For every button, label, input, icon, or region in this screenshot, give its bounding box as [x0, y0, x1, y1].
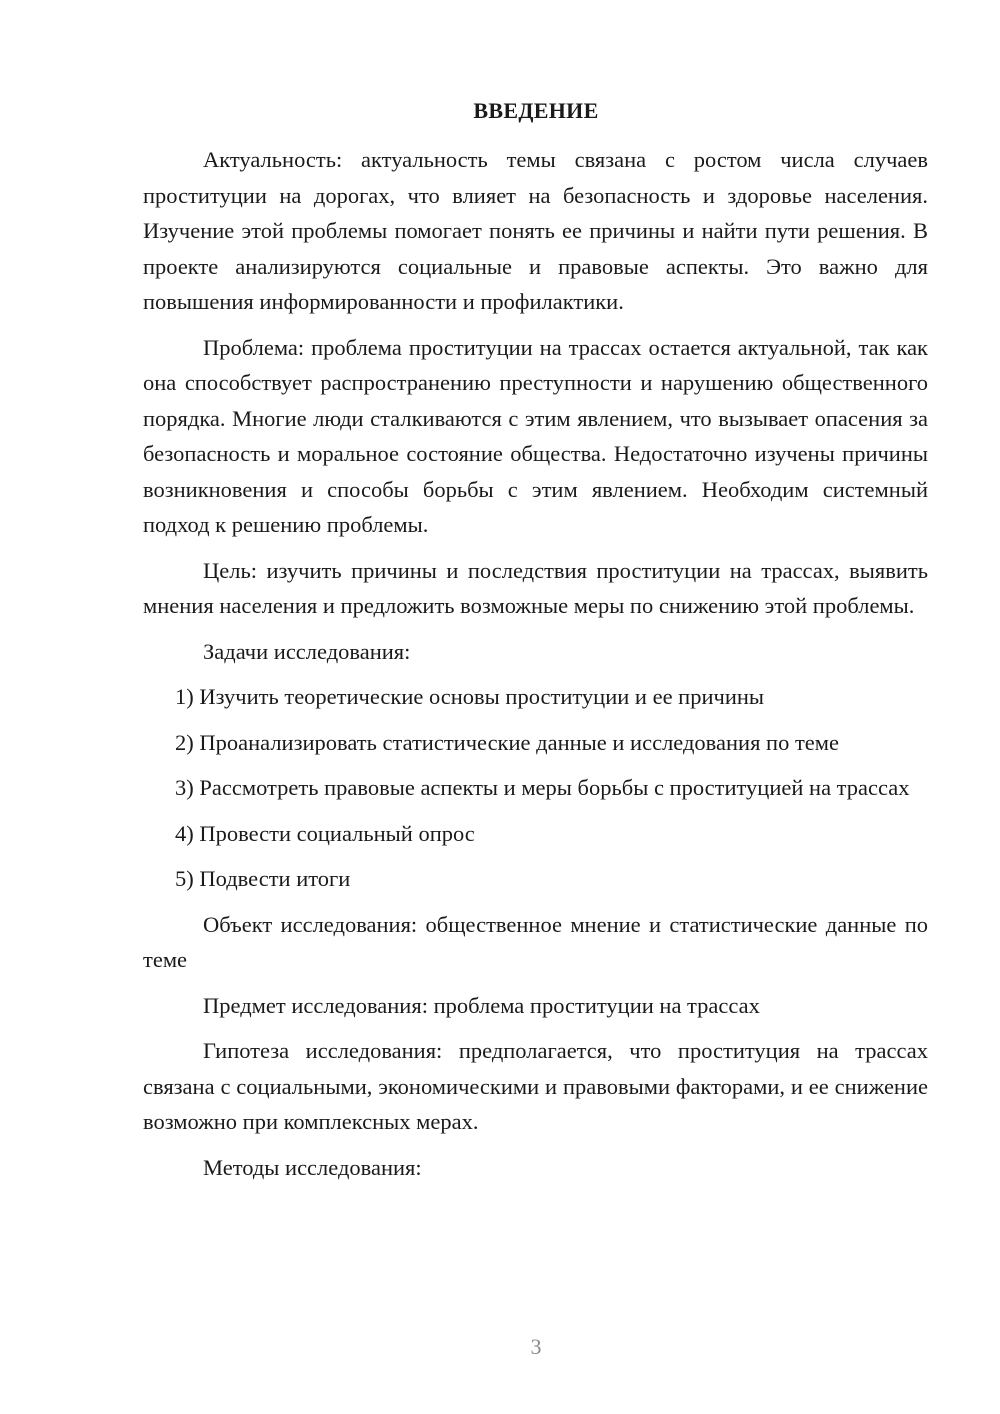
problem-paragraph: Проблема: проблема проституции на трассах остается актуальной, так как она способствует распространению преступности и нарушению общественного порядка. Многие люди сталкиваются с этим явлением, что вызывает опасения за безопасность и моральное состояние общества. Недостаточно изучены причины возникновения и способы борьбы с этим явлением. Необходим системный подход к решению проблемы.	[143, 334, 928, 537]
task-item: 5) Подвести итоги	[175, 866, 351, 891]
subject-paragraph: Предмет исследования: проблема проституции на трассах	[203, 992, 760, 1018]
task-item: 4) Провести социальный опрос	[175, 820, 475, 846]
page-number: 3	[530, 1334, 542, 1359]
task-item: 1) Изучить теоретические основы проституции и ее причины	[175, 684, 765, 709]
methods-heading: Методы исследования:	[203, 1154, 422, 1180]
task-item: 3) Рассмотреть правовые аспекты и меры борьбы с проституцией на трассах	[175, 775, 910, 800]
page-title: ВВЕДЕНИЕ	[473, 98, 599, 123]
relevance-paragraph: Актуальность: актуальность темы связана с ростом числа случаев проституции на дорогах, что влияет на безопасность и здоровье населения. Изучение этой проблемы помогает понять ее причины и найти пути решения. В проекте анализируются социальные и правовые аспекты. Это важно для повышения информированности и профилактики.	[143, 147, 928, 314]
tasks-heading: Задачи исследования:	[203, 638, 411, 664]
goal-paragraph: Цель: изучить причины и последствия проституции на трассах, выявить мнения населения и предложить возможные меры по снижению этой проблемы.	[143, 557, 928, 618]
hypothesis-paragraph: Гипотеза исследования: предполагается, что проституция на трассах связана с социальными, экономическими и правовыми факторами, и ее снижение возможно при комплексных мерах.	[143, 1038, 928, 1134]
document-body	[143, 142, 928, 1185]
task-item: 2) Проанализировать статистические данные и исследования по теме	[175, 729, 840, 755]
object-paragraph: Объект исследования: общественное мнение и статистические данные по теме	[143, 911, 928, 972]
